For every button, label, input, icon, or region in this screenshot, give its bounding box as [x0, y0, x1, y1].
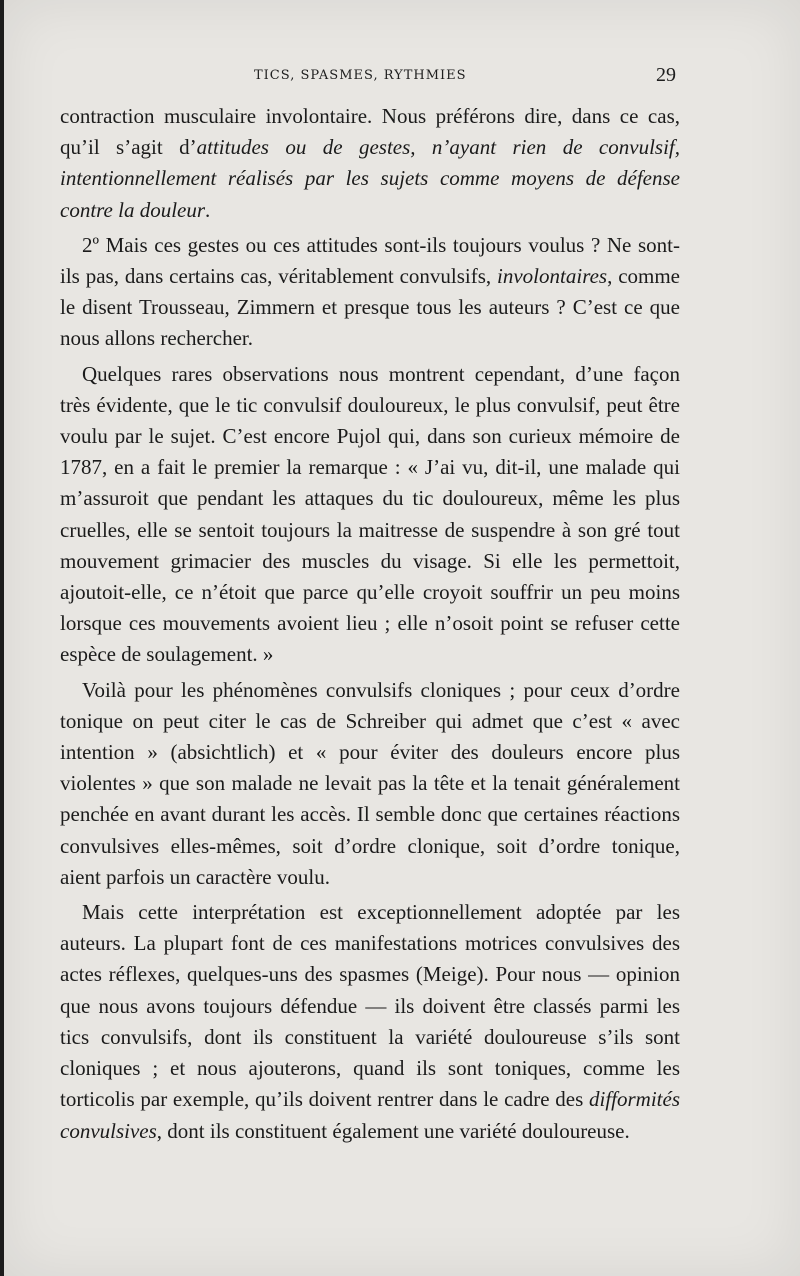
- text-segment: , dont ils constituent également une variété douloureuse.: [156, 1118, 630, 1143]
- running-title: TICS, SPASMES, RYTHMIES: [254, 68, 467, 83]
- running-head: [4, 64, 800, 88]
- body-text: [60, 101, 680, 1147]
- text-segment: Quelques rares observations nous montrent cependant, d’une façon très évidente, que le tic convulsif douloureux, le plus convulsif, peut être voulu par le sujet. C’est encore Pujol qui, dans son curieux mémoire de 1787, en a fait le premier la remarque : « J’ai vu, dit-il, une malade qui m’assuroit que pendant les attaques du tic douloureux, même les plus cruelles, elle se sentoit toujours la maitresse de suspendre à son gré tout mouvement grimacier des muscles du visage. Si elle les permettoit, ajoutoit-elle, ce n’étoit que parce qu’elle croyoit souffrir un peu moins lorsque ces mouvements avoient lieu ; elle n’osoit point se refuser cette espèce de soulagement. »: [60, 361, 680, 667]
- page-number: 29: [656, 64, 676, 86]
- text-segment: 2º Mais ces gestes ou ces attitudes sont-ils toujours voulus ? Ne sont-ils pas, dans certains cas, véritablement convulsifs,: [60, 232, 680, 289]
- paragraph-interpretation: [60, 897, 680, 1147]
- text-segment: , comme le disent Trousseau, Zimmern et presque tous les auteurs ? C’est ce que nous allons rechercher.: [60, 264, 681, 351]
- italic-segment: involontaires: [497, 264, 608, 289]
- text-segment: Voilà pour les phénomènes convulsifs cloniques ; pour ceux d’ordre tonique on peut citer le cas de Schreiber qui admet que c’est « avec intention » (absichtlich) et « pour éviter des douleurs encore plus violentes » que son malade ne levait pas la tête et la tenait généralement penchée en avant durant les accès. Il semble donc que certaines réactions convulsives elles-mêmes, soit d’ordre clonique, soit d’ordre tonique, aient parfois un caractère voulu.: [60, 677, 680, 889]
- paragraph-schreiber: [60, 675, 680, 893]
- text-segment: .: [205, 197, 211, 222]
- book-page: [4, 0, 800, 1276]
- paragraph-observations: [60, 359, 680, 671]
- italic-segment: attitudes ou de gestes, n’ayant rien de convulsif, intentionnellement réalisés par les sujets comme moyens de défense contre la douleur: [60, 135, 680, 222]
- text-segment: Mais cette interprétation est exceptionnellement adoptée par les auteurs. La plupart font de ces manifestations motrices convulsives des actes réflexes, quelques-uns des spasmes (Meige). Pour nous — opinion que nous avons toujours défendue — ils doivent être classés parmi les tics convulsifs, dont ils constituent la variété douloureuse s’ils sont cloniques ; et nous ajouterons, quand ils sont toniques, comme les torticolis par exemple, qu’ils doivent rentrer dans le cadre des: [60, 900, 680, 1112]
- text-segment: contraction musculaire involontaire. Nous préférons dire, dans ce cas, qu’il s’agit d’: [60, 104, 680, 160]
- italic-segment: difformités convulsives: [60, 1087, 680, 1143]
- paragraph-question: [60, 230, 680, 355]
- paragraph-continuation: [60, 101, 680, 226]
